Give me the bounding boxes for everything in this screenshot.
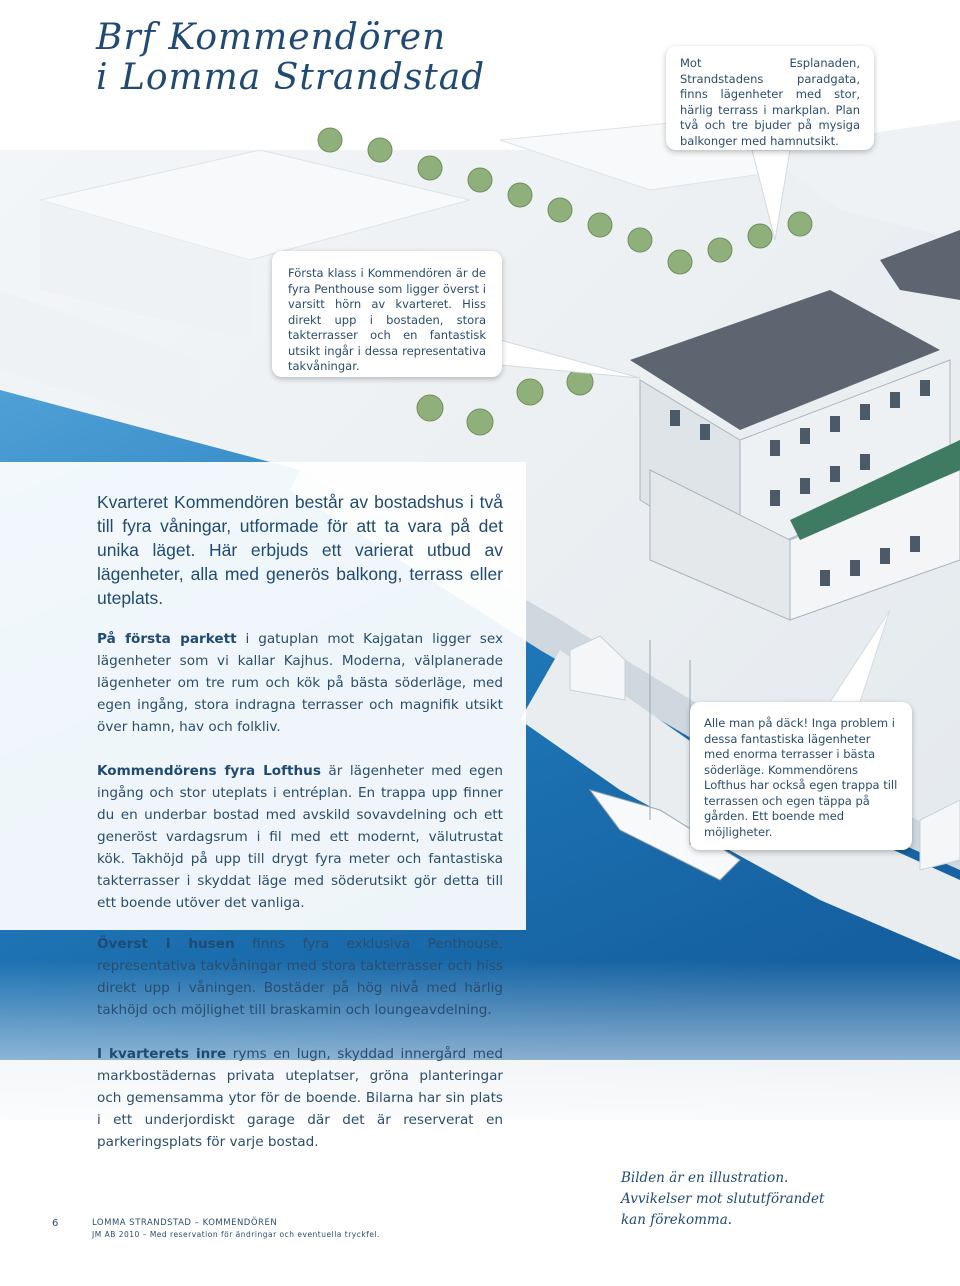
footer-disclaimer: JM AB 2010 – Med reservation för ändringar och eventuella tryckfel. bbox=[92, 1230, 380, 1239]
paragraph-text: i gatuplan mot Kajgatan ligger sex lägenheter som vi kallar Kajhus. Moderna, välplanerade lägenheter om tre rum och kök på bästa söderläge, med egen ingång, stora indragna terrasser och magnifik utsikt över hamn, hav och folkliv. bbox=[97, 631, 503, 735]
caption-line: Bilden är en illustration. bbox=[621, 1170, 789, 1186]
body-paragraph-innergard bbox=[97, 1043, 503, 1153]
paragraph-text: ryms en lugn, skyddad innergård med markbostädernas privata uteplatser, gröna planteringar och gemensamma ytor för de boende. Bilarna har sin plats i ett underjordiskt garage där det är reserverat en parkeringsplats för varje bostad. bbox=[97, 1046, 503, 1150]
body-paragraph-penthouse bbox=[97, 933, 503, 1021]
body-paragraph-kajhus bbox=[97, 628, 503, 738]
body-paragraph-lofthus bbox=[97, 760, 503, 914]
paragraph-lead-in: Överst i husen bbox=[97, 936, 235, 952]
caption-line: Avvikelser mot slututförandet bbox=[621, 1191, 825, 1207]
paragraph-lead-in: På första parkett bbox=[97, 631, 237, 647]
callout-penthouse: Första klass i Kommendören är de fyra Penthouse som ligger överst i varsitt hörn av kvarteret. Hiss direkt upp i bostaden, stora takterrasser och en fantastisk utsikt ingår i dessa representativa takvåningar. bbox=[272, 251, 502, 377]
title-line-2: i Lomma Strandstad bbox=[96, 57, 486, 98]
paragraph-lead-in: I kvarterets inre bbox=[97, 1046, 227, 1062]
illustration-caption bbox=[621, 1168, 824, 1231]
paragraph-text: är lägenheter med egen ingång och stor uteplats i entréplan. En trappa upp finner du en underbar bostad med avskild sovavdelning och ett generöst vardagsrum i fil med ett modernt, välutrustat kök. Takhöjd på upp till drygt fyra meter och fantastiska takterrasser i skyddat läge med söderutsikt gör detta till ett boende utöver det vanliga. bbox=[97, 763, 503, 911]
footer-publication: LOMMA STRANDSTAD – KOMMENDÖREN bbox=[92, 1218, 278, 1228]
callout-lofthus: Alle man på däck! Inga problem i dessa fantastiska lägenheter med enorma terrasser i bästa söderläge. Kommendörens Lofthus har också egen trappa till terrassen och egen täppa på gården. Ett boende med möjligheter. bbox=[690, 702, 912, 850]
callout-esplanaden: Mot Esplanaden, Strandstadens paradgata, finns lägenheter med stor, härlig terrass i markplan. Plan två och tre bjuder på mysiga balkonger med hamnutsikt. bbox=[666, 46, 874, 150]
page-title bbox=[96, 18, 485, 98]
paragraph-lead-in: Kommendörens fyra Lofthus bbox=[97, 763, 321, 779]
paragraph-text: finns fyra exklusiva Penthouse, representativa takvåningar med stora takterrasser och hiss direkt upp i våningen. Bostäder på hög nivå med härlig takhöjd och möjlighet till braskamin och loungeavdelning. bbox=[97, 936, 503, 1018]
title-line-1: Brf Kommendören bbox=[96, 17, 447, 58]
caption-line: kan förekomma. bbox=[621, 1212, 733, 1228]
page-number: 6 bbox=[52, 1218, 59, 1229]
lead-paragraph: Kvarteret Kommendören består av bostadshus i två till fyra våningar, utformade för att ta vara på det unika läget. Här erbjuds ett varierat utbud av lägenheter, alla med generös balkong, terrass eller uteplats. bbox=[97, 492, 503, 608]
